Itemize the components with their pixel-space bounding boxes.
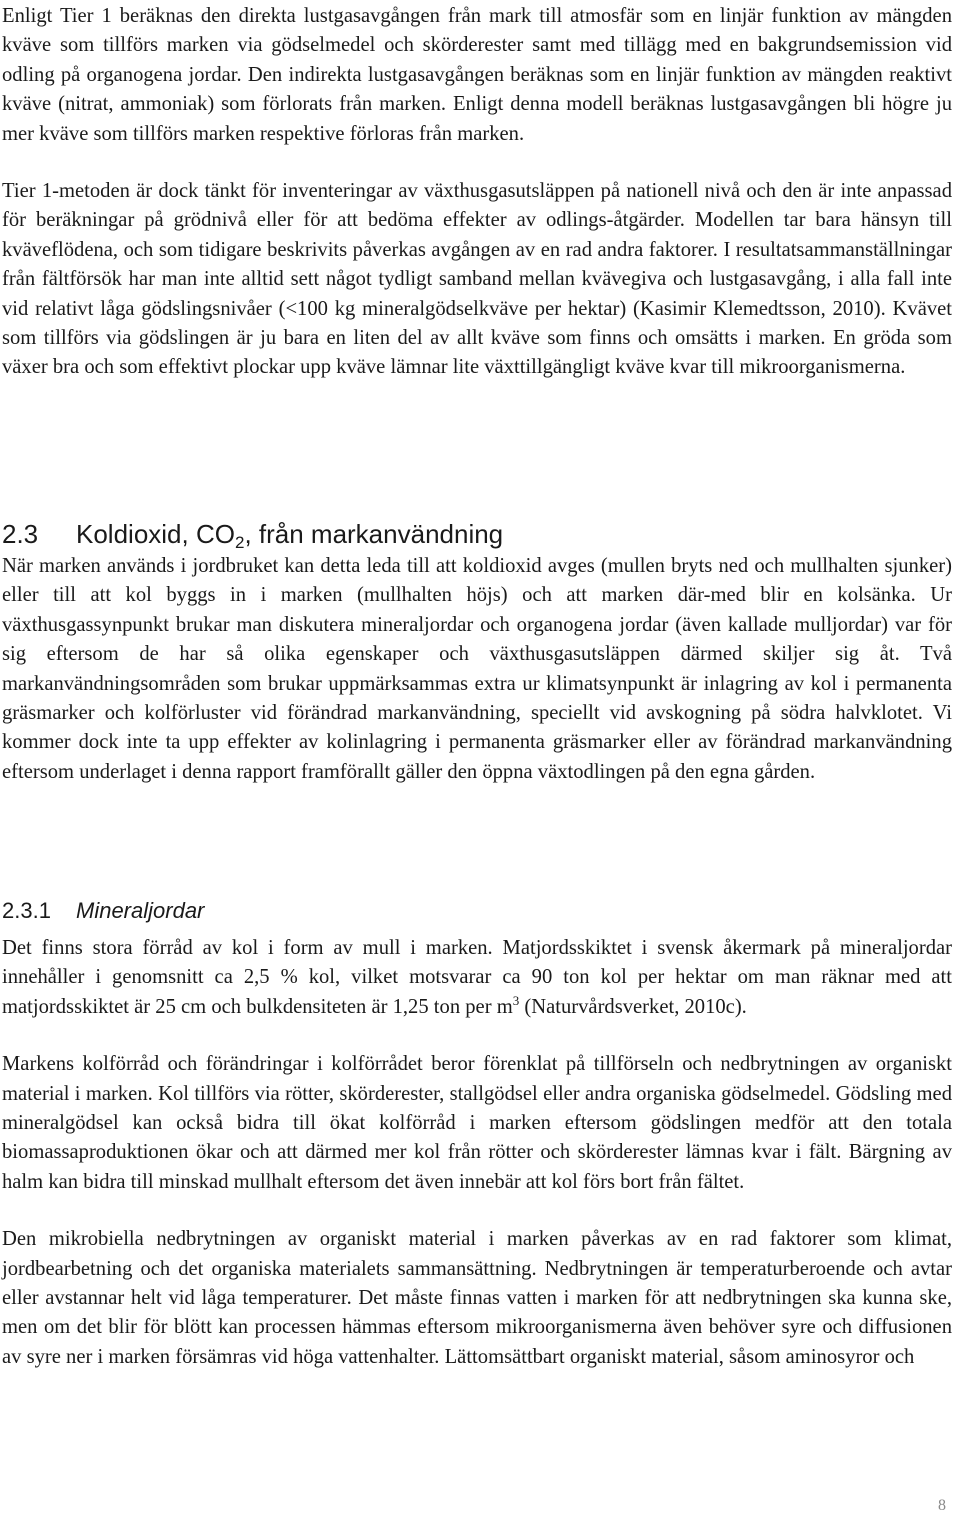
section-body — [2, 552, 952, 787]
intro-section — [2, 2, 952, 383]
subsection-title: Mineraljordar — [76, 898, 205, 923]
section-number: 2.3 — [2, 519, 39, 549]
superscript: 3 — [512, 992, 520, 1008]
subsection-number: 2.3.1 — [2, 898, 51, 923]
section-title-part: Koldioxid, CO — [76, 519, 235, 549]
paragraph: Enligt Tier 1 beräknas den direkta lustgasavgången från mark till atmosfär som en linjär funktion av mängden kväve som tillförs marken via gödselmedel och skörderester samt med tillägg med en bakgrundsemission vid odling på organogena jordar. Den indirekta lustgasavgången beräknas som en linjär funktion av mängden reaktivt kväve (nitrat, ammoniak) som förlorats från marken. Enligt denna modell beräknas lustgasavgången bli högre ju mer kväve som tillförs marken respektive förloras från marken. — [2, 5, 952, 145]
paragraph-text: Det finns stora förråd av kol i form av mull i marken. Matjordsskiktet i svensk åkermark på mineraljordar innehåller i genomsnitt ca 2,5 % kol, vilket motsvarar ca 90 ton kol per hektar om man räknar med att matjordsskiktet är 25 cm och bulkdensiteten är 1,25 ton per m — [2, 937, 952, 1018]
paragraph: Tier 1-metoden är dock tänkt för inventeringar av växthusgasutsläppen på nationell nivå och den är inte anpassad för beräkningar på grödnivå eller för att bedöma effekter av odlings-åtgärder. Modellen tar bara hänsyn till kväveflödena, och som tidigare beskrivits påverkas avgången av en rad andra faktorer. I resultatsammanställningar från fältförsök har man inte alltid sett något tydligt samband mellan kvävegiva och lustgasavgång, i alla fall inte vid relativt låga gödslingsnivåer (<100 kg mineralgödselkväve per hektar) (Kasimir Klemedtsson, 2010). Kvävet som tillförs via gödslingen är ju bara en liten del av allt kväve som finns och omsätts i marken. En gröda som växer bra och som effektivt plockar upp kväve lämnar lite växttillgängligt kväve kvar till mikroorganismerna. — [2, 180, 952, 379]
page-number: 8 — [938, 1497, 946, 1514]
paragraph: När marken används i jordbruket kan detta leda till att koldioxid avges (mullen bryts ned och mullhalten sjunker) eller till att kol byggs in i marken (mullhalten höjs) och att marken där-med blir en kolsänka. Ur växthusgassynpunkt brukar man diskutera mineraljordar och organogena jordar (även kallade mulljordar) var för sig eftersom de har så olika egenskaper och växthusgasutsläppen därmed skiljer sig åt. Två markanvändningsområden som brukar uppmärksammas extra ur klimatsynpunkt är inlagring av kol i permanenta gräsmarker och kolförluster vid förändrad markanvändning, speciellt vid avskogning på södra halvklotet. Vi kommer dock inte ta upp effekter av kolinlagring i permanenta gräsmarker eller av förändrad markanvändning eftersom underlaget i denna rapport framförallt gäller den öppna växtodlingen på den egna gården. — [2, 555, 952, 783]
paragraph — [2, 934, 952, 1022]
paragraph: Markens kolförråd och förändringar i kolförrådet beror förenklat på tillförseln och nedbrytningen av organiskt material i marken. Kol tillförs via rötter, skörderester, stallgödsel eller andra organiska gödselmedel. Gödsling med mineralgödsel kan också bidra till ökat kolförråd i marken eftersom gödslingen medför att den totala biomassaproduktionen ökar och att därmed mer kol från rötter och skörderester lämnas kvar i fält. Bärgning av halm kan bidra till minskad mullhalt eftersom det även innebär att kol förs bort från fältet. — [2, 1053, 952, 1193]
paragraph-text: (Naturvårdsverket, 2010c). — [519, 995, 747, 1018]
subsection-heading — [2, 896, 204, 926]
section-title-subscript: 2 — [234, 533, 245, 552]
section-title — [76, 519, 504, 552]
paragraph: Den mikrobiella nedbrytningen av organiskt material i marken påverkas av en rad faktorer som klimat, jordbearbetning och det organiska materialets sammansättning. Nedbrytningen är temperaturberoende och avtar eller avstannar helt vid låga temperaturer. Det måste finnas vatten i marken för att nedbrytningen ska kunna ske, men om det blir för blött kan processen hämmas eftersom mikroorganismerna även behöver syre och diffusionen av syre ner i marken försämras vid höga vattenhalter. Lättomsättbart organiskt material, såsom aminosyror och — [2, 1228, 952, 1368]
section-heading — [2, 516, 503, 552]
subsection-body — [2, 934, 952, 1372]
section-title-part: , från markanvändning — [244, 519, 504, 549]
